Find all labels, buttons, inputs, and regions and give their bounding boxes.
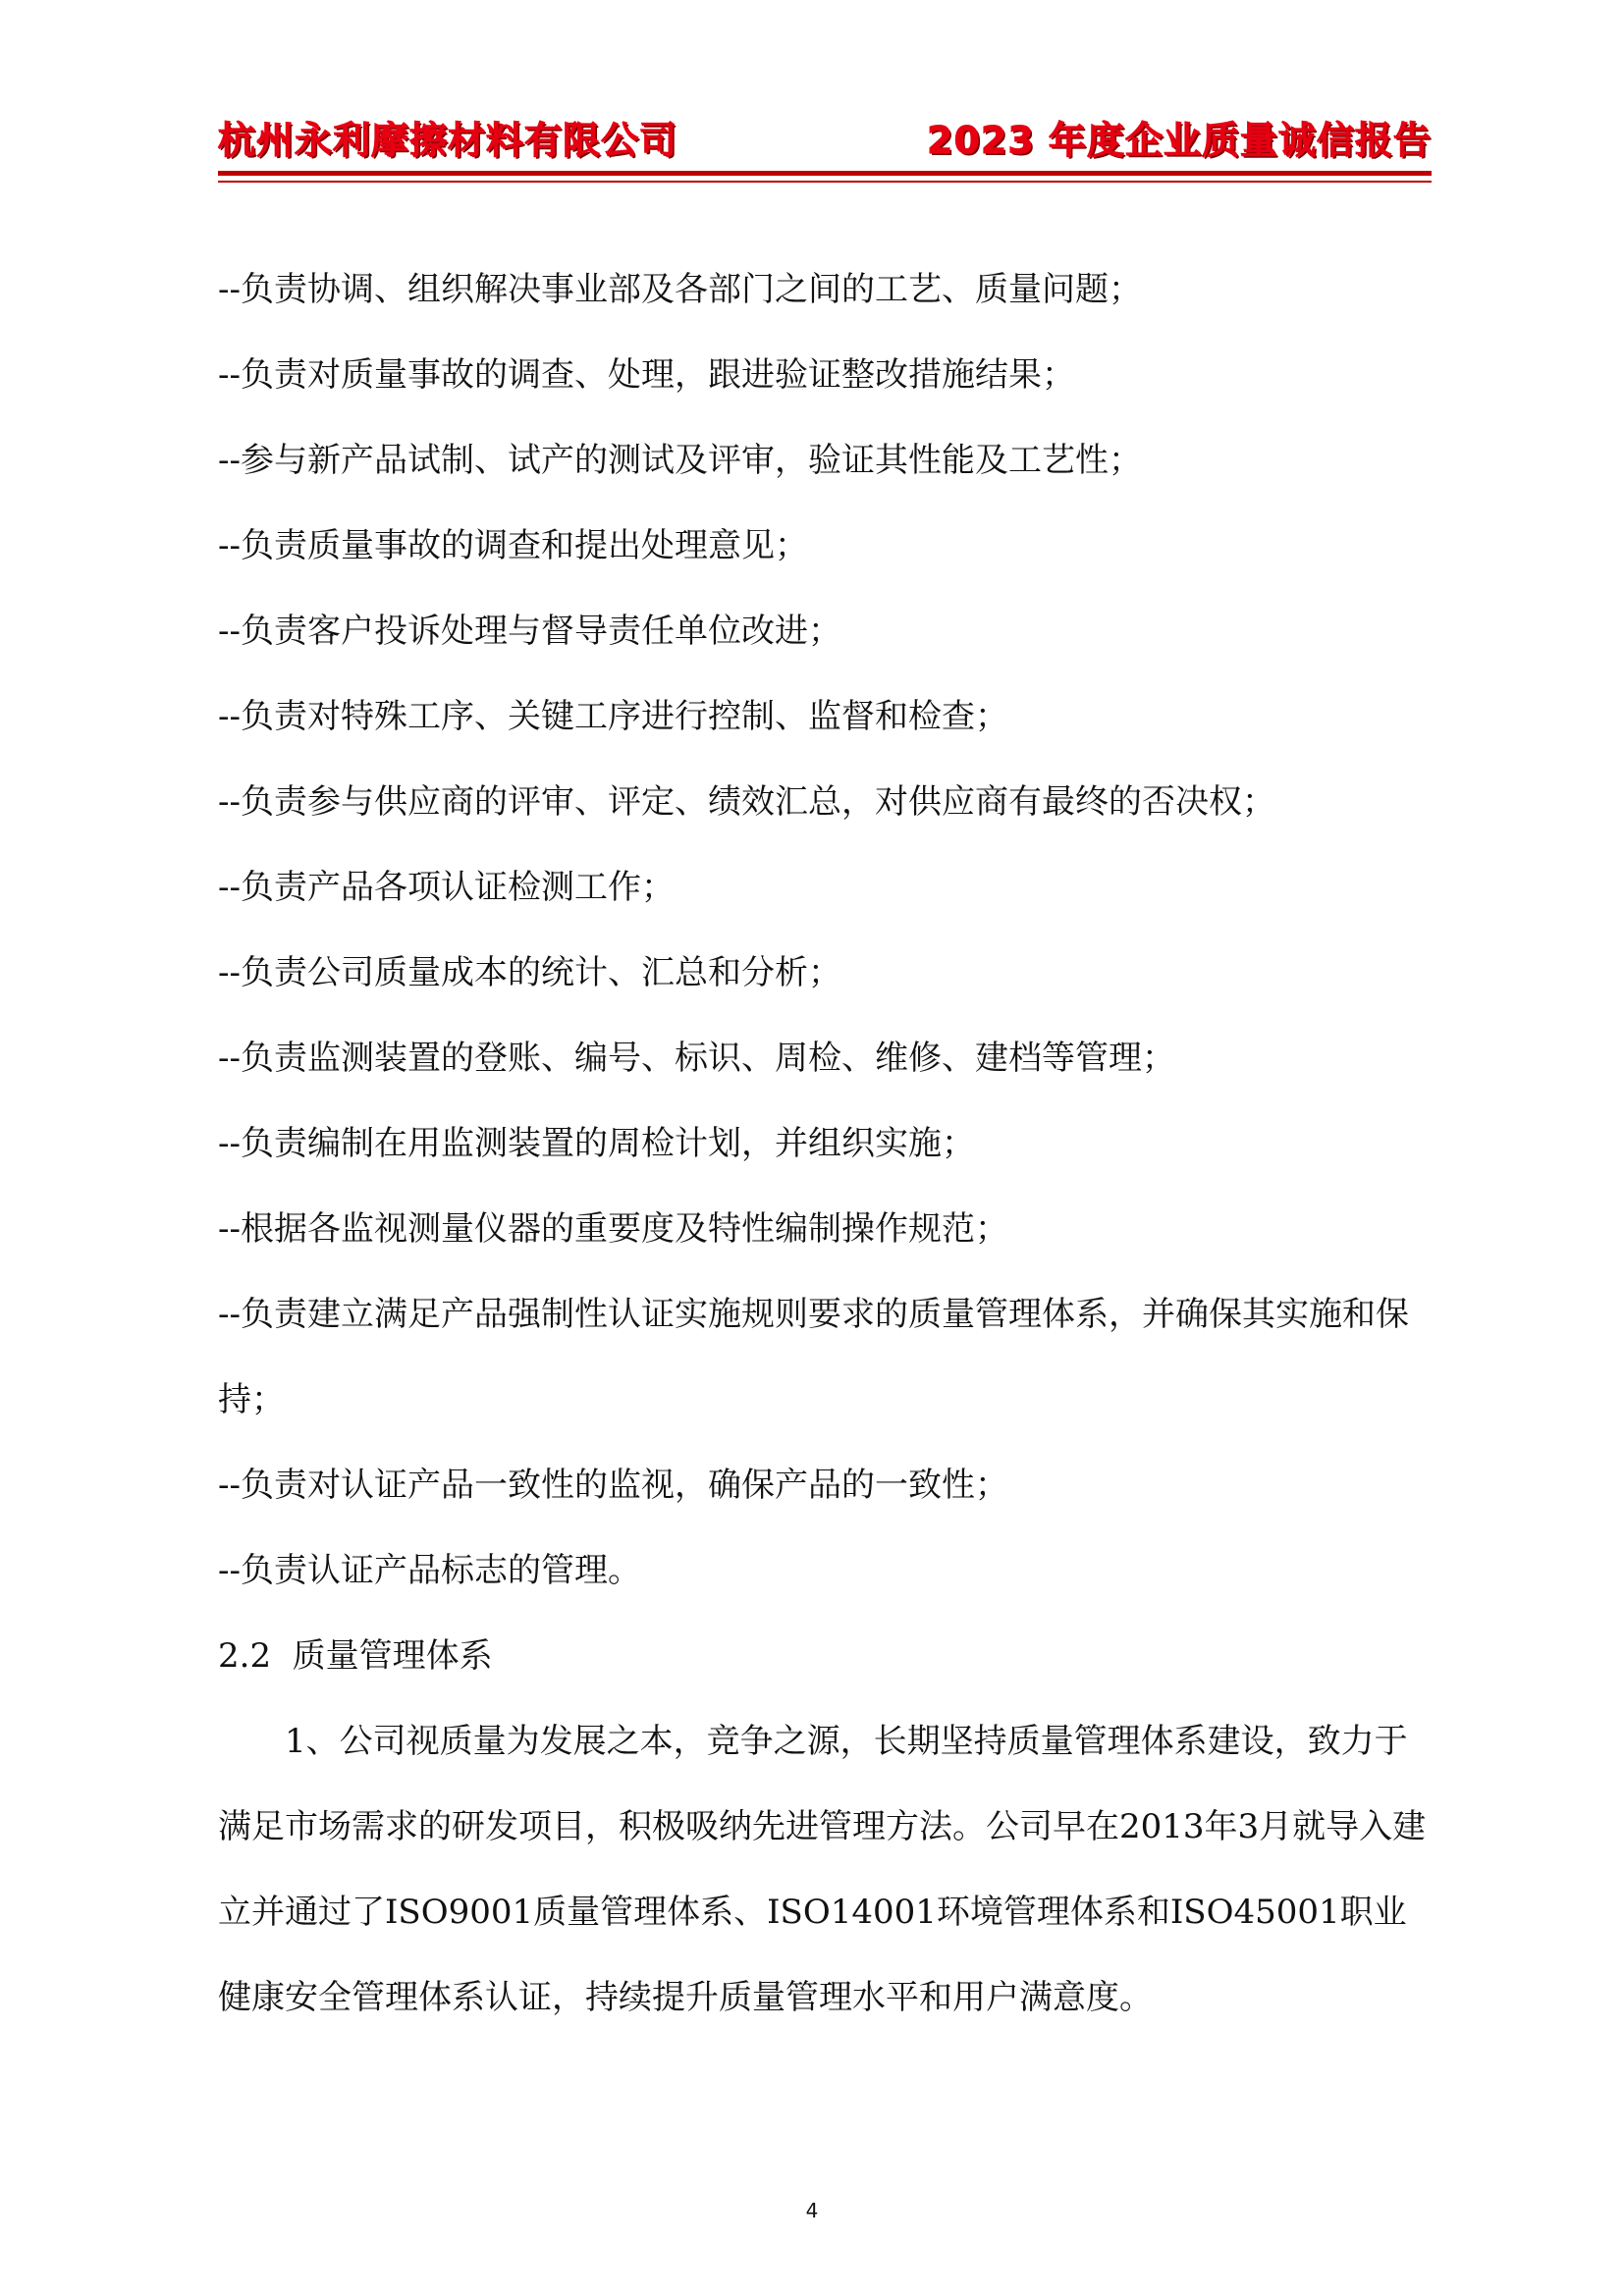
duty-line: --负责监测装置的登账、编号、标识、周检、维修、建档等管理； [218,1039,1175,1078]
duty-line: --负责协调、组织解决事业部及各部门之间的工艺、质量问题； [218,270,1142,309]
page-number: 4 [805,2199,819,2222]
duty-line: --负责对质量事故的调查、处理，跟进验证整改措施结果； [218,355,1075,395]
duty-line: --负责产品各项认证检测工作； [218,868,675,907]
header-rule-thin [218,181,1432,183]
duty-line: --负责客户投诉处理与督导责任单位改进； [218,612,841,651]
section-heading: 2.2 质量管理体系 [218,1636,493,1676]
header-company-name: 杭州永利摩擦材料有限公司 [218,119,678,162]
duty-line: --负责质量事故的调查和提出处理意见； [218,526,808,565]
body-paragraph: 1、公司视质量为发展之本，竞争之源，长期坚持质量管理体系建设，致力于满足市场需求的研发项目，积极吸纳先进管理方法。公司早在2013年3月就导入建立并通过了ISO9001质量管理体系、ISO14001环境管理体系和ISO45001职业健康安全管理体系认证，持续提升质量管理水平和用户满意度。 [218,1722,1427,2017]
duty-line: --负责对特殊工序、关键工序进行控制、监督和检查； [218,697,1008,736]
duty-line: --负责建立满足产品强制性认证实施规则要求的质量管理体系，并确保其实施和保持； [218,1295,1409,1419]
header-report-title: 2023 年度企业质量诚信报告 [927,119,1432,162]
header-rule-thick [218,171,1432,176]
duty-line: --根据各监视测量仪器的重要度及特性编制操作规范； [218,1209,1008,1249]
duty-line: --负责编制在用监测装置的周检计划，并组织实施； [218,1124,975,1163]
duty-line: --负责对认证产品一致性的监视，确保产品的一致性； [218,1466,1008,1505]
duty-line: --负责参与供应商的评审、评定、绩效汇总，对供应商有最终的否决权； [218,782,1275,822]
duty-line: --参与新产品试制、试产的测试及评审，验证其性能及工艺性； [218,441,1142,480]
duty-line: --负责认证产品标志的管理。 [218,1551,641,1590]
duty-line: --负责公司质量成本的统计、汇总和分析； [218,953,841,992]
page-body [218,247,1432,2041]
